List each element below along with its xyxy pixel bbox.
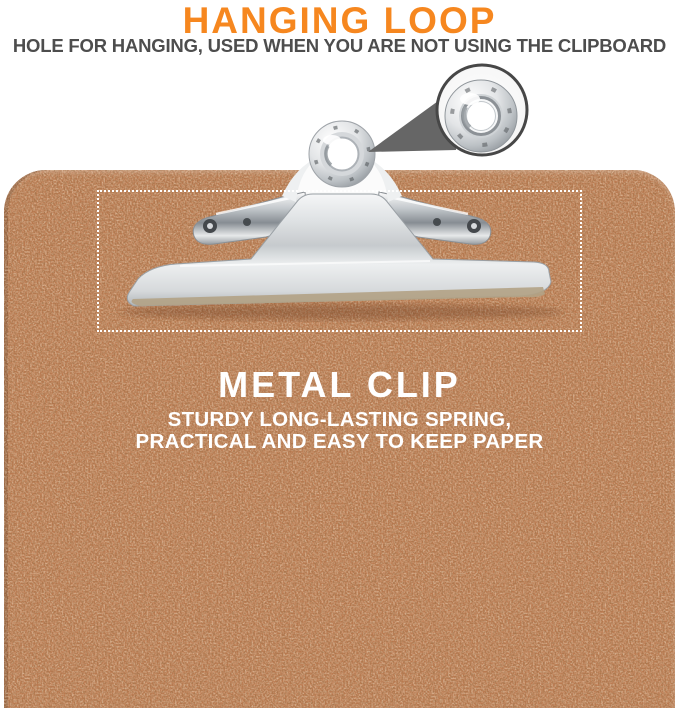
- clip-label-line2: PRACTICAL AND EASY TO KEEP PAPER: [135, 430, 544, 453]
- clip-label-line1: STURDY LONG-LASTING SPRING,: [167, 408, 512, 431]
- dashed-highlight-box: [97, 190, 582, 332]
- page-subtitle: HOLE FOR HANGING, USED WHEN YOU ARE NOT USING THE CLIPBOARD: [12, 35, 667, 56]
- page-title: HANGING LOOP: [182, 0, 497, 41]
- magnifier-callout: [348, 53, 544, 172]
- clip-label-title: METAL CLIP: [218, 364, 461, 405]
